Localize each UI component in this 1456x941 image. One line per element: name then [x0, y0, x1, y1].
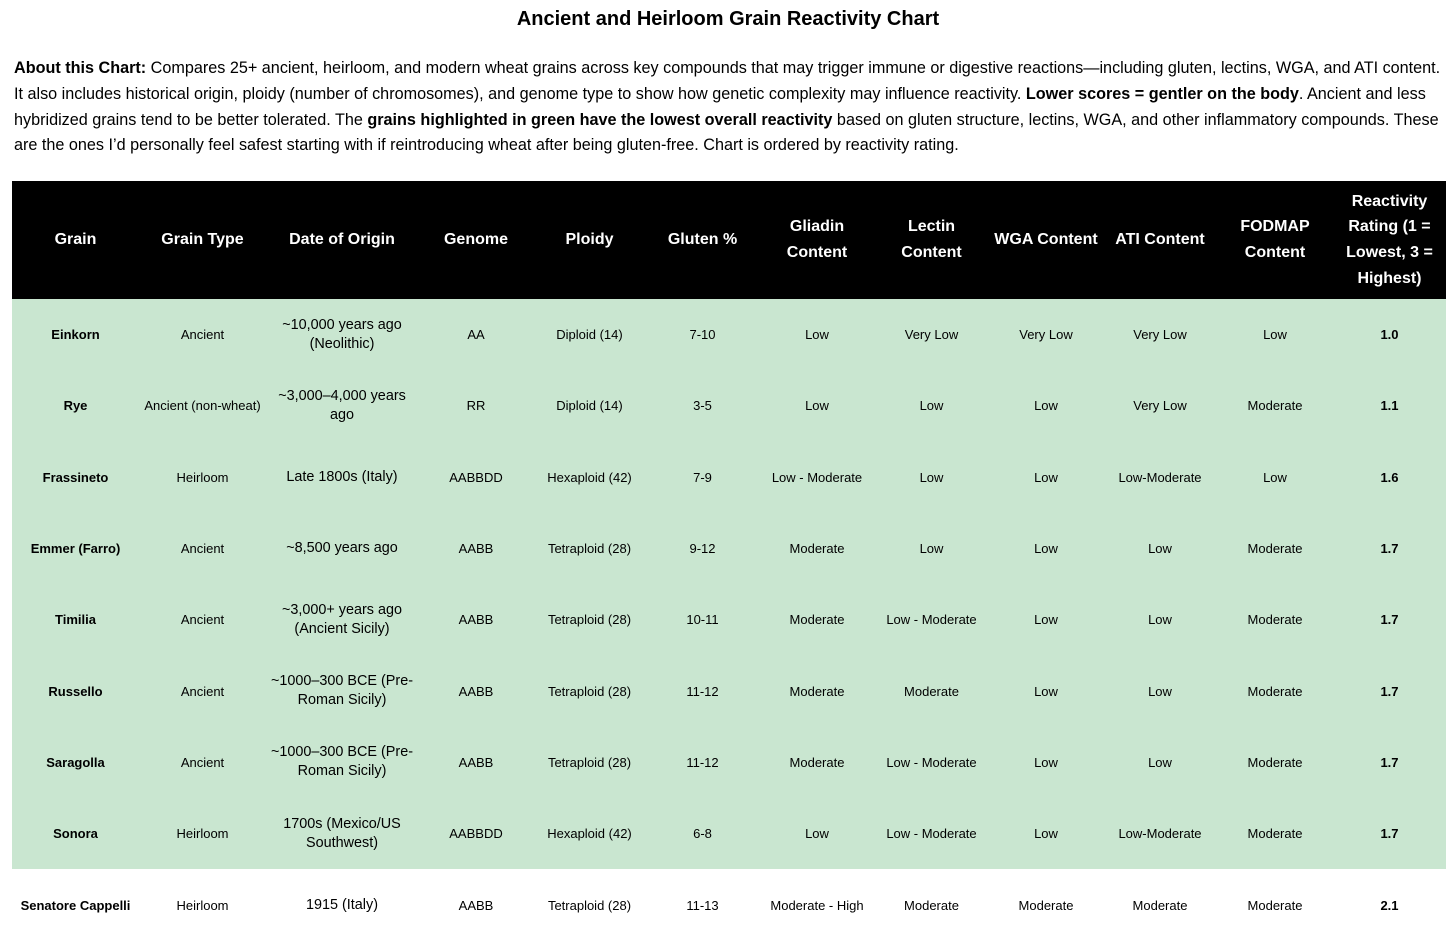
- cell-date-of-origin: ~8,500 years ago: [286, 540, 398, 557]
- table-row: [12, 655, 1446, 726]
- cell-grain-type: Heirloom: [176, 469, 229, 485]
- cell-lectin: Moderate: [904, 683, 959, 699]
- cell-ati: Low-Moderate: [1118, 469, 1202, 485]
- table-row: [12, 798, 1446, 869]
- header-lectin: Lectin Content: [901, 218, 962, 261]
- cell-grain: Saragolla: [46, 754, 105, 770]
- cell-lectin: Moderate: [904, 897, 959, 913]
- cell-gliadin: Moderate: [789, 541, 845, 557]
- cell-wga: Low: [1034, 541, 1058, 557]
- cell-grain: Senatore Cappelli: [20, 897, 131, 913]
- header-ati: ATI Content: [1115, 231, 1205, 249]
- cell-reactivity-rating: 1.7: [1380, 683, 1399, 699]
- cell-reactivity-rating: 2.1: [1380, 897, 1399, 913]
- about-text-2: . Ancient and less hybridized grains tend to be better tolerated. The: [14, 84, 1426, 129]
- cell-genome: AA: [467, 327, 485, 343]
- cell-gluten: 7-10: [689, 327, 716, 343]
- cell-gluten: 6-8: [693, 826, 712, 842]
- cell-ati: Very Low: [1133, 327, 1187, 343]
- cell-genome: AABB: [458, 541, 494, 557]
- cell-reactivity-rating: 1.6: [1380, 469, 1399, 485]
- cell-grain: Sonora: [53, 826, 98, 842]
- header-gliadin: Gliadin Content: [786, 218, 848, 261]
- cell-ploidy: Hexaploid (42): [547, 469, 632, 485]
- cell-genome: AABB: [458, 683, 494, 699]
- cell-ploidy: Hexaploid (42): [547, 826, 632, 842]
- cell-gluten: 11-12: [686, 754, 719, 770]
- cell-gluten: 10-11: [686, 612, 719, 628]
- cell-gluten: 11-12: [686, 683, 719, 699]
- cell-ploidy: Tetraploid (28): [547, 754, 632, 770]
- cell-ploidy: Tetraploid (28): [547, 541, 632, 557]
- cell-grain-type: Heirloom: [176, 826, 229, 842]
- cell-genome: AABB: [458, 897, 494, 913]
- cell-reactivity-rating: 1.7: [1380, 612, 1399, 628]
- about-bold-2: grains highlighted in green have the lowest overall reactivity: [367, 110, 833, 129]
- cell-fodmap: Moderate: [1247, 826, 1303, 842]
- header-grain: Grain: [54, 231, 97, 249]
- cell-grain: Frassineto: [42, 469, 109, 485]
- cell-lectin: Low - Moderate: [886, 754, 977, 770]
- cell-gluten: 11-13: [686, 897, 719, 913]
- cell-fodmap: Moderate: [1247, 754, 1303, 770]
- cell-gliadin: Low: [805, 826, 829, 842]
- cell-ati: Very Low: [1133, 398, 1187, 414]
- cell-lectin: Very Low: [904, 327, 959, 343]
- cell-wga: Low: [1034, 612, 1058, 628]
- cell-gliadin: Moderate - High: [770, 897, 864, 913]
- cell-date-of-origin: ~3,000–4,000 years ago: [278, 387, 406, 423]
- table-row: [12, 869, 1446, 940]
- cell-lectin: Low: [919, 469, 944, 485]
- cell-gluten: 7-9: [693, 469, 712, 485]
- cell-gliadin: Low: [805, 327, 829, 343]
- about-bold-1: Lower scores = gentler on the body: [1025, 84, 1299, 103]
- cell-lectin: Low: [919, 398, 944, 414]
- grain-table: [12, 181, 1446, 941]
- cell-genome: AABBDD: [449, 826, 503, 842]
- header-date-of-origin: Date of Origin: [289, 231, 395, 249]
- header-genome: Genome: [443, 231, 508, 249]
- cell-wga: Very Low: [1019, 327, 1073, 343]
- cell-genome: AABB: [458, 612, 494, 628]
- table-row: [12, 370, 1446, 441]
- cell-date-of-origin: ~1000–300 BCE (Pre-Roman Sicily): [271, 744, 413, 780]
- cell-ploidy: Diploid (14): [556, 398, 623, 414]
- cell-reactivity-rating: 1.7: [1380, 754, 1399, 770]
- cell-lectin: Low - Moderate: [886, 826, 977, 842]
- cell-reactivity-rating: 1.1: [1380, 398, 1399, 414]
- cell-wga: Low: [1034, 398, 1058, 414]
- cell-fodmap: Moderate: [1247, 541, 1303, 557]
- table-row: [12, 442, 1446, 513]
- cell-fodmap: Moderate: [1247, 612, 1303, 628]
- cell-fodmap: Low: [1263, 469, 1287, 485]
- cell-wga: Low: [1034, 826, 1058, 842]
- cell-date-of-origin: Late 1800s (Italy): [286, 468, 398, 485]
- cell-date-of-origin: ~10,000 years ago (Neolithic): [282, 316, 402, 352]
- cell-ati: Low: [1148, 754, 1172, 770]
- table-header-row: [12, 181, 1446, 299]
- cell-grain-type: Heirloom: [176, 897, 229, 913]
- cell-genome: RR: [466, 398, 486, 414]
- header-reactivity-rating: Reactivity Rating (1 = Lowest, 3 = Highest): [1346, 192, 1433, 287]
- cell-fodmap: Moderate: [1247, 683, 1303, 699]
- about-paragraph: [14, 56, 1446, 159]
- cell-grain-type: Ancient: [180, 327, 225, 343]
- cell-ati: Moderate: [1132, 897, 1188, 913]
- table-row: [12, 513, 1446, 584]
- cell-reactivity-rating: 1.7: [1380, 541, 1399, 557]
- cell-reactivity-rating: 1.7: [1380, 826, 1399, 842]
- cell-grain: Russello: [48, 683, 103, 699]
- header-ploidy: Ploidy: [565, 231, 614, 249]
- cell-lectin: Low - Moderate: [886, 612, 977, 628]
- cell-fodmap: Moderate: [1247, 398, 1303, 414]
- cell-gliadin: Low: [805, 398, 829, 414]
- cell-reactivity-rating: 1.0: [1380, 327, 1399, 343]
- header-grain-type: Grain Type: [161, 231, 244, 249]
- cell-date-of-origin: 1700s (Mexico/US Southwest): [283, 815, 401, 851]
- cell-ploidy: Tetraploid (28): [547, 612, 632, 628]
- table-row: [12, 584, 1446, 655]
- cell-lectin: Low: [919, 541, 944, 557]
- table-body: [12, 299, 1446, 941]
- about-label: About this Chart:: [14, 59, 147, 77]
- cell-fodmap: Low: [1263, 327, 1287, 343]
- cell-grain: Rye: [63, 398, 88, 414]
- about-text-3: based on gluten structure, lectins, WGA, and other inflammatory compounds. These are the ones I’d personally feel safest starting with if reintroducing wheat after being gluten-free. Chart is ordered by reactivity rating.: [14, 110, 1439, 155]
- cell-gliadin: Moderate: [789, 754, 845, 770]
- header-fodmap: FODMAP Content: [1240, 218, 1310, 261]
- cell-ploidy: Tetraploid (28): [547, 897, 632, 913]
- cell-genome: AABB: [458, 754, 494, 770]
- page-title: Ancient and Heirloom Grain Reactivity Chart: [516, 8, 940, 30]
- cell-gliadin: Moderate: [789, 612, 845, 628]
- cell-date-of-origin: ~1000–300 BCE (Pre-Roman Sicily): [271, 673, 413, 709]
- cell-ati: Low: [1148, 683, 1172, 699]
- cell-grain-type: Ancient: [180, 683, 225, 699]
- cell-grain-type: Ancient: [180, 541, 225, 557]
- cell-gluten: 9-12: [689, 541, 716, 557]
- cell-grain-type: Ancient: [180, 612, 225, 628]
- cell-grain: Emmer (Farro): [30, 541, 121, 557]
- cell-genome: AABBDD: [449, 469, 503, 485]
- cell-wga: Low: [1034, 469, 1058, 485]
- cell-ati: Low-Moderate: [1118, 826, 1202, 842]
- cell-ati: Low: [1148, 612, 1172, 628]
- cell-date-of-origin: 1915 (Italy): [306, 896, 378, 913]
- cell-grain: Timilia: [55, 612, 96, 628]
- table-row: [12, 299, 1446, 370]
- cell-ploidy: Diploid (14): [556, 327, 623, 343]
- cell-gliadin: Moderate: [789, 683, 845, 699]
- cell-fodmap: Moderate: [1247, 897, 1303, 913]
- cell-ploidy: Tetraploid (28): [547, 683, 632, 699]
- cell-wga: Low: [1034, 683, 1058, 699]
- cell-wga: Moderate: [1018, 897, 1074, 913]
- about-text-1: Compares 25+ ancient, heirloom, and modern wheat grains across key compounds that may trigger immune or digestive reactions—including gluten, lectins, WGA, and ATI content. It also includes historical origin, ploidy (number of chromosomes), and genome type to show how genetic complexity may influence reactivity.: [14, 59, 1441, 103]
- cell-grain-type: Ancient: [180, 754, 225, 770]
- table-row: [12, 727, 1446, 798]
- header-gluten: Gluten %: [667, 231, 738, 249]
- cell-ati: Low: [1148, 541, 1172, 557]
- cell-date-of-origin: ~3,000+ years ago (Ancient Sicily): [281, 601, 403, 637]
- cell-gluten: 3-5: [693, 398, 712, 414]
- header-wga: WGA Content: [994, 231, 1098, 249]
- cell-gliadin: Low - Moderate: [771, 469, 863, 485]
- cell-grain-type: Ancient (non-wheat): [144, 398, 261, 414]
- cell-wga: Low: [1034, 754, 1058, 770]
- cell-grain: Einkorn: [51, 327, 100, 343]
